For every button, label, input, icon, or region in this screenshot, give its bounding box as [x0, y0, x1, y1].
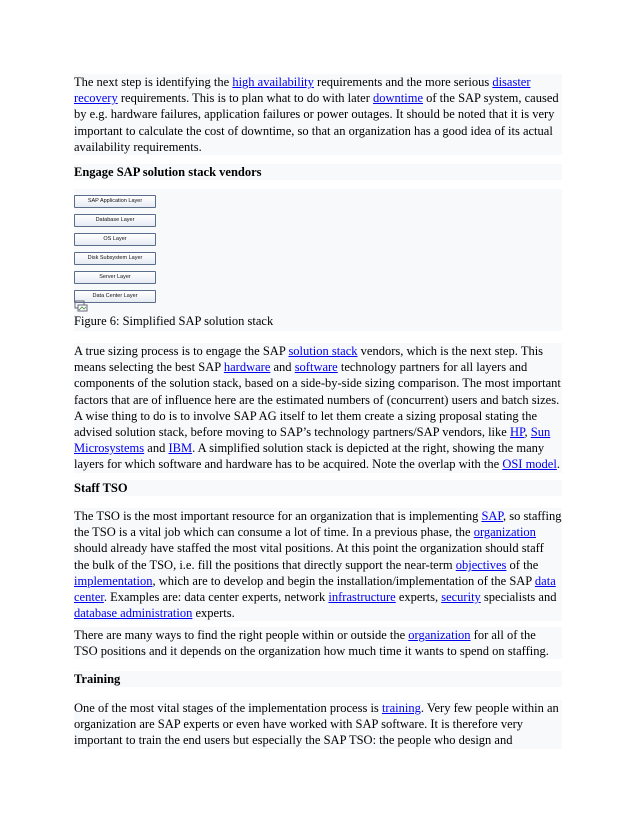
link-disaster-recovery[interactable]: disaster recovery [74, 75, 531, 106]
text: experts, [395, 590, 442, 605]
link-implementation[interactable]: implementation [74, 573, 153, 588]
text: should already have staffed the most vital positions. At this point the organization should staff the bulk of the TSO, i.e. fill the positions that directly support the near-term [74, 541, 544, 572]
text: technology partners for all layers and components of the solution stack, based on a side-by-side sizing comparison. The most important factors that are of influence here are the estimated numbers of (concurrent) users and batch sizes. A wise thing to do is to involve SAP AG itself to let them create a sizing proposal stating the advised solution stack, before moving to SAP’s technology partners/SAP vendors, like [74, 360, 561, 440]
paragraph-tso [74, 508, 562, 621]
text: requirements and the more serious [313, 75, 493, 89]
link-hardware[interactable]: hardware [223, 360, 271, 375]
text: requirements. This is to plan what to do with later [117, 91, 374, 106]
text: , which are to develop and begin the installation/implementation of the SAP [152, 573, 535, 588]
link-security[interactable]: security [441, 590, 481, 605]
paragraph-sizing [74, 343, 562, 473]
link-training[interactable]: training [381, 701, 421, 715]
heading-engage-vendors: Engage SAP solution stack vendors [74, 164, 562, 180]
stack-layer: Server Layer [74, 271, 156, 284]
stack-layer: SAP Application Layer [74, 195, 156, 208]
text: . Very few people within an organization are SAP experts or even have worked with SAP software. It is therefore very important to train the end users but especially the SAP TSO: the people who design and [74, 701, 559, 748]
text: of the SAP system, caused by e.g. hardware failures, application failures or power outages. It should be noted that it is very important to calculate the cost of downtime, so that an organization has a good idea of its actual availability requirements. [74, 91, 559, 154]
text: , so staffing the TSO is a vital job which can consume a lot of time. In a previous phase, the [74, 509, 562, 540]
text: and [270, 360, 295, 375]
stack-layer: Data Center Layer [74, 290, 156, 303]
text: of the [506, 557, 539, 572]
text: . Examples are: data center experts, network [103, 590, 329, 605]
text: There are many ways to find the right people within or outside the [74, 628, 409, 642]
heading-training: Training [74, 671, 562, 687]
figure-caption: Figure 6: Simplified SAP solution stack [74, 314, 274, 328]
text: . A simplified solution stack is depicted at the right, showing the many layers for which software and hardware has to be acquired. Note the overlap with the [74, 441, 545, 472]
text: and [144, 441, 169, 456]
text: , [524, 425, 531, 440]
link-database-administration[interactable]: database administration [74, 606, 193, 621]
broken-image-icon [74, 300, 88, 312]
stack-layer: Disk Subsystem Layer [74, 252, 156, 265]
text: experts. [192, 606, 235, 621]
stack-layer: OS Layer [74, 233, 156, 246]
link-software[interactable]: software [294, 360, 338, 375]
text: The TSO is the most important resource for an organization that is implementing [74, 509, 482, 523]
link-organization-2[interactable]: organization [408, 628, 471, 642]
text: A true sizing process is to engage the SAP [74, 344, 289, 358]
link-solution-stack[interactable]: solution stack [288, 344, 358, 358]
link-organization[interactable]: organization [473, 525, 536, 540]
link-hp[interactable]: HP [509, 425, 525, 440]
figure-solution-stack [74, 189, 562, 331]
text: . [556, 457, 560, 472]
link-objectives[interactable]: objectives [455, 557, 507, 572]
heading-staff-tso: Staff TSO [74, 480, 562, 496]
paragraph-finding-people [74, 627, 562, 659]
text: One of the most vital stages of the implementation process is [74, 701, 382, 715]
text: for all of the TSO positions and it depends on the organization how much time it wants to spend on staffing. [74, 628, 549, 659]
link-sun-microsystems[interactable]: Sun Microsystems [74, 425, 551, 456]
link-infrastructure[interactable]: infrastructure [328, 590, 396, 605]
solution-stack-diagram [74, 195, 156, 309]
paragraph-availability [74, 74, 562, 155]
link-ibm[interactable]: IBM [168, 441, 193, 456]
text: The next step is identifying the [74, 75, 233, 89]
text: vendors, which is the next step. This means selecting the best SAP [74, 344, 544, 375]
link-high-availability[interactable]: high availability [232, 75, 314, 89]
link-downtime[interactable]: downtime [373, 91, 424, 106]
link-osi-model[interactable]: OSI model [502, 457, 557, 472]
link-sap[interactable]: SAP [481, 509, 503, 523]
stack-layer: Database Layer [74, 214, 156, 227]
paragraph-training [74, 700, 562, 749]
text: specialists and [480, 590, 557, 605]
link-data-center[interactable]: data center [74, 573, 556, 605]
